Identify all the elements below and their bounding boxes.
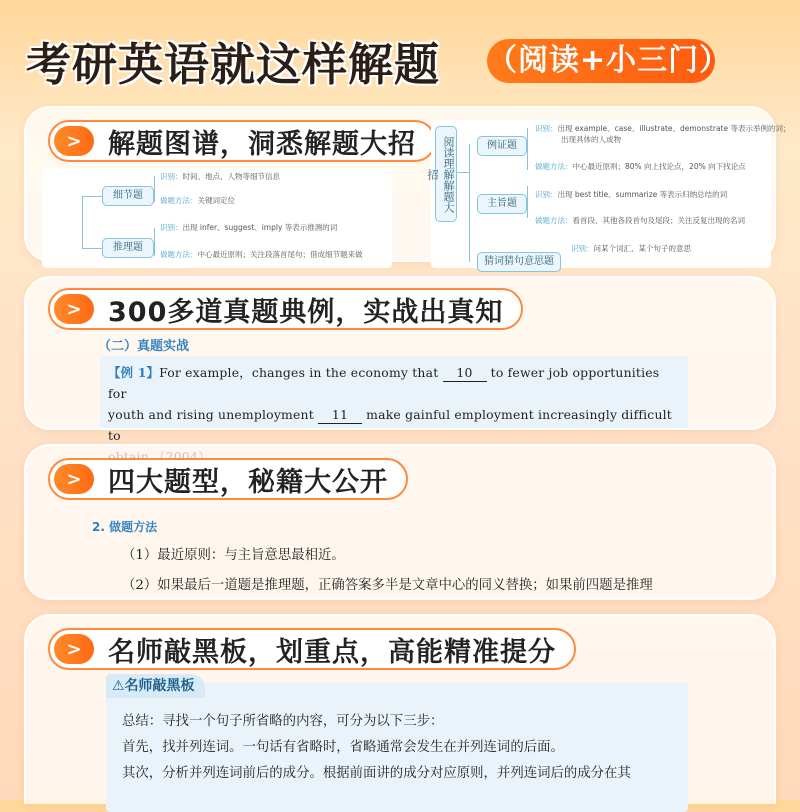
mind-map-right [426, 120, 791, 268]
mind-map-text: 识别：出现 best title、summarize 等表示归纳总结的词 [535, 190, 728, 199]
section-card-3 [24, 444, 776, 600]
mind-map-node: 猜词猜句意思题 [477, 252, 561, 272]
section-heading-3 [48, 458, 408, 500]
method-line: （2）如果最后一道题是推理题，正确答案多半是文章中心的同义替换；如果前四题是推理 [122, 578, 653, 593]
mind-map-text: 识别：时间、地点、人物等细节信息 [160, 172, 280, 181]
section-card-4 [24, 614, 776, 804]
example-box: 【例 1】For example，changes in the economy that 10 to fewer job opportunities for youth and rising unemployment 11 make gainful employment increasingly difficult to [100, 356, 688, 428]
mind-map-text: 做题方法：关键词定位 [160, 196, 235, 205]
section-heading-4 [48, 628, 576, 670]
section-heading-2 [48, 288, 523, 330]
mind-map-node: 例证题 [477, 136, 527, 156]
right-arrow-icon: > [54, 634, 94, 664]
section-card-1 [24, 106, 791, 267]
right-arrow-icon: > [54, 294, 94, 324]
note-line: 首先，找并列连词。一句话有省略时，省略通常会发生在并列连词的后面。 [122, 740, 564, 755]
section-heading-text: 名师敲黑板，划重点，高能精准提分 [108, 636, 556, 668]
mind-map-text: 做题方法：中心最近原则；关注段落首尾句；借成细节题来做 [160, 250, 363, 259]
title-tag: （阅读+小三门） [487, 39, 715, 83]
note-title: ⚠名师敲黑板 [106, 674, 205, 698]
mind-map-node: 细节题 [102, 186, 154, 206]
mind-map-text: 识别：问某个词汇、某个句子的意思 [571, 244, 691, 253]
sub-heading: （二）真题实战 [98, 339, 190, 354]
mind-map-node: 推理题 [102, 238, 154, 258]
section-heading-1 [48, 120, 436, 162]
mind-map-text: 识别：出现 example、case、illustrate、demonstrate 等表示举例的词； [535, 124, 791, 133]
answer-blank: 11 [318, 407, 362, 424]
mind-map-text: 做题方法：看首段、其他各段首句及尾段；关注反复出现的名词 [535, 216, 745, 225]
right-arrow-icon: > [54, 464, 94, 494]
example-tag: 【例 1】 [108, 365, 160, 380]
mind-map-text: 识别：出现 infer、suggest、imply 等表示推测的词 [160, 223, 338, 232]
mind-map-root: 阅读理解解题大招 [435, 126, 457, 222]
mind-map-left [42, 168, 392, 268]
page-title: 考研英语就这样解题 [26, 38, 441, 91]
section-heading-text: 300多道真题典例，实战出真知 [108, 296, 504, 328]
mind-map-text: 出现具体的人或物 [561, 135, 621, 144]
section-heading-text: 四大题型，秘籍大公开 [108, 466, 388, 498]
section-heading-text: 解题图谱，洞悉解题大招 [108, 128, 416, 160]
answer-blank: 10 [443, 365, 487, 382]
section-card-2 [24, 276, 776, 443]
note-line: 其次，分析并列连词前后的成分。根据前面讲的成分对应原则，并列连词后的成分在其 [122, 766, 631, 781]
right-arrow-icon: > [54, 126, 94, 156]
method-line: （1）最近原则：与主旨意思最相近。 [122, 548, 345, 563]
mind-map-node: 主旨题 [477, 194, 527, 214]
note-line: 总结：寻找一个句子所省略的内容，可分为以下三步： [122, 714, 444, 729]
mind-map-text: 做题方法：中心最近原则；80% 向上找论点，20% 向下找论点 [535, 162, 746, 171]
sub-heading: 2. 做题方法 [92, 520, 158, 534]
